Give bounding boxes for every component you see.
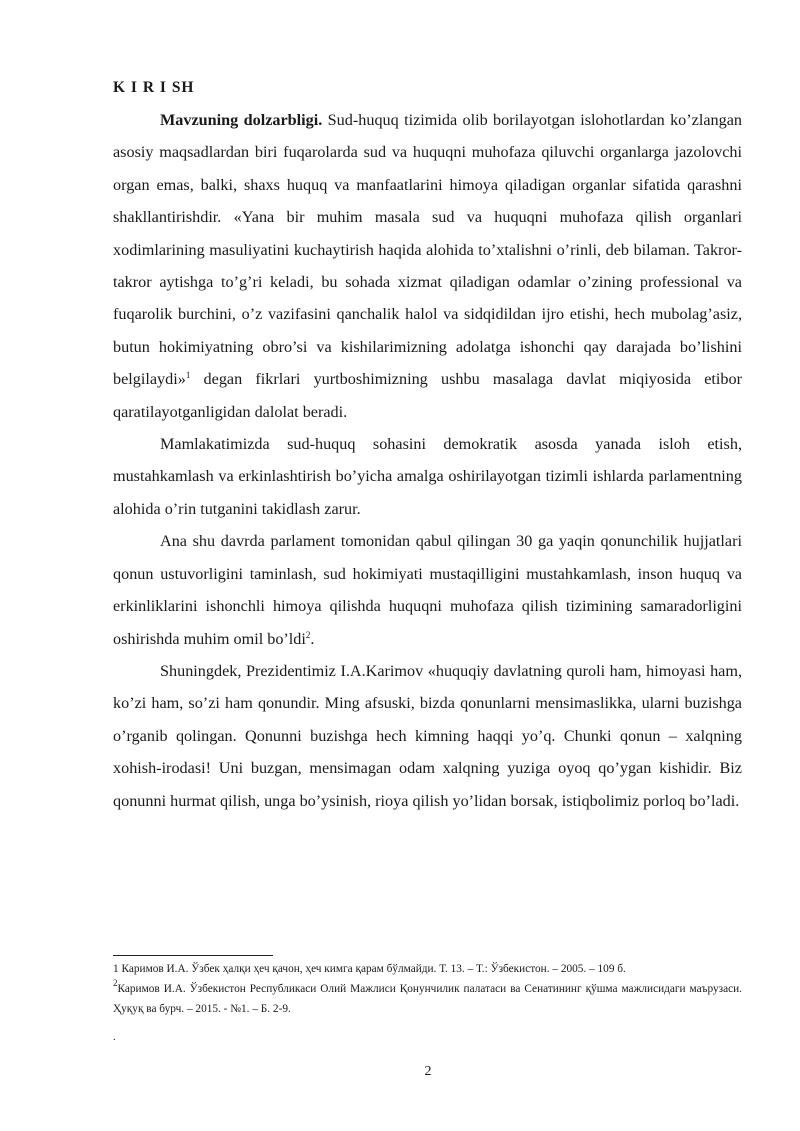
footnotes [113, 959, 742, 1019]
relevance-title: Mavzuning dolzarbligi. [160, 111, 323, 129]
main-text [113, 72, 742, 817]
footnote-2-text: Каримов И.А. Ўзбекистон Республикаси Олий Мажлиси Қонунчилик палатаси ва Сенатининг қўшма мажлисидаги маърузаси. Ҳуқуқ ва бурч. – 2015. - №1. – Б. 2-9. [113, 983, 742, 1015]
paragraph-4: Shuningdek, Prezidentimiz I.A.Karimov «huquqiy davlatning quroli ham, himoyasi ham, ko’zi ham, so’zi ham qonundir. Ming afsuski, bizda qonunlarni mensimaslikka, ularni buzishga o’rganib qolingan. Qonunni buzishga hech kimning haqqi yo’q. Chunki qonun – xalqning xohish-irodasi! Uni buzgan, mensimagan odam xalqning yuziga oyoq qo’ygan kishidir. Biz qonunni hurmat qilish, unga bo’ysinish, rioya qilish yo’lidan borsak, istiqbolimiz porloq bo’ladi. [113, 661, 742, 810]
footnote-separator [113, 955, 273, 956]
footnote-ref-1: 1 [185, 370, 191, 381]
footnote-1: 1 Каримов И.А. Ўзбек ҳалқи ҳеч қачон, ҳеч кимга қарам бўлмайди. Т. 13. – Т.: Ўзбекистон. – 2005. – 109 б. [113, 963, 626, 975]
paragraph-text: Sud-huquq tizimida olib borilayotgan islohotlardan ko’zlangan asosiy maqsadlardan biri fuqarolarda sud va huquqni muhofaza qiluvchi organlarga jazolovchi organ emas, balki, shaxs huquq va manfaatlarini himoya qiladigan organlar sifatida qarashni shakllantirishdir. «Yana bir muhim masala sud va huquqni muhofaza qilish organlari xodimlarining masuliyatini kuchaytirish haqida alohida to’xtalishni o’rinli, deb bilaman. Takror-takror aytishga to’g’ri keladi, bu sohada xizmat qiladigan odamlar o’zining professional va fuqarolik burchini, o’z vazifasini qanchalik halol va sidqidildan ijro etishi, hech mubolag’asiz, butun hokimiyatning obro’si va kishilarimizning adolatga ishonchi qay darajada bo’lishini belgilaydi» [113, 111, 742, 389]
footnote-2-marker: 2 [113, 978, 118, 988]
paragraph-relevance [113, 104, 742, 428]
paragraph-text: degan fikrlari yurtboshimizning ushbu masalaga davlat miqiyosida etibor qaratilayotganligidan dalolat beradi. [113, 370, 742, 421]
page-number: 2 [424, 1064, 432, 1079]
footnote-ref-2: 2 [305, 629, 311, 640]
paragraph-2: Mamlakatimizda sud-huquq sohasini demokratik asosda yanada isloh etish, mustahkamlash va erkinlashtirish bo’yicha amalga oshirilayotgan tizimli ishlarda parlamentning alohida o’rin tutganini takidlash zarur. [113, 435, 742, 518]
paragraph-end: . [310, 629, 315, 648]
stray-dot: . [113, 1031, 116, 1043]
section-heading: K I R I SH [113, 79, 195, 96]
footnote-2 [113, 979, 742, 1019]
paragraph-3 [113, 525, 742, 655]
paragraph-text: Ana shu davrda parlament tomonidan qabul qilingan 30 ga yaqin qonunchilik hujjatlari qonun ustuvorligini taminlash, sud hokimiyati mustaqilligini mustahkamlash, inson huquq va erkinliklarini ishonchli himoya qilishda huquqni muhofaza qilish tizimining samaradorligini oshirishda muhim omil bo’ldi [113, 532, 742, 648]
